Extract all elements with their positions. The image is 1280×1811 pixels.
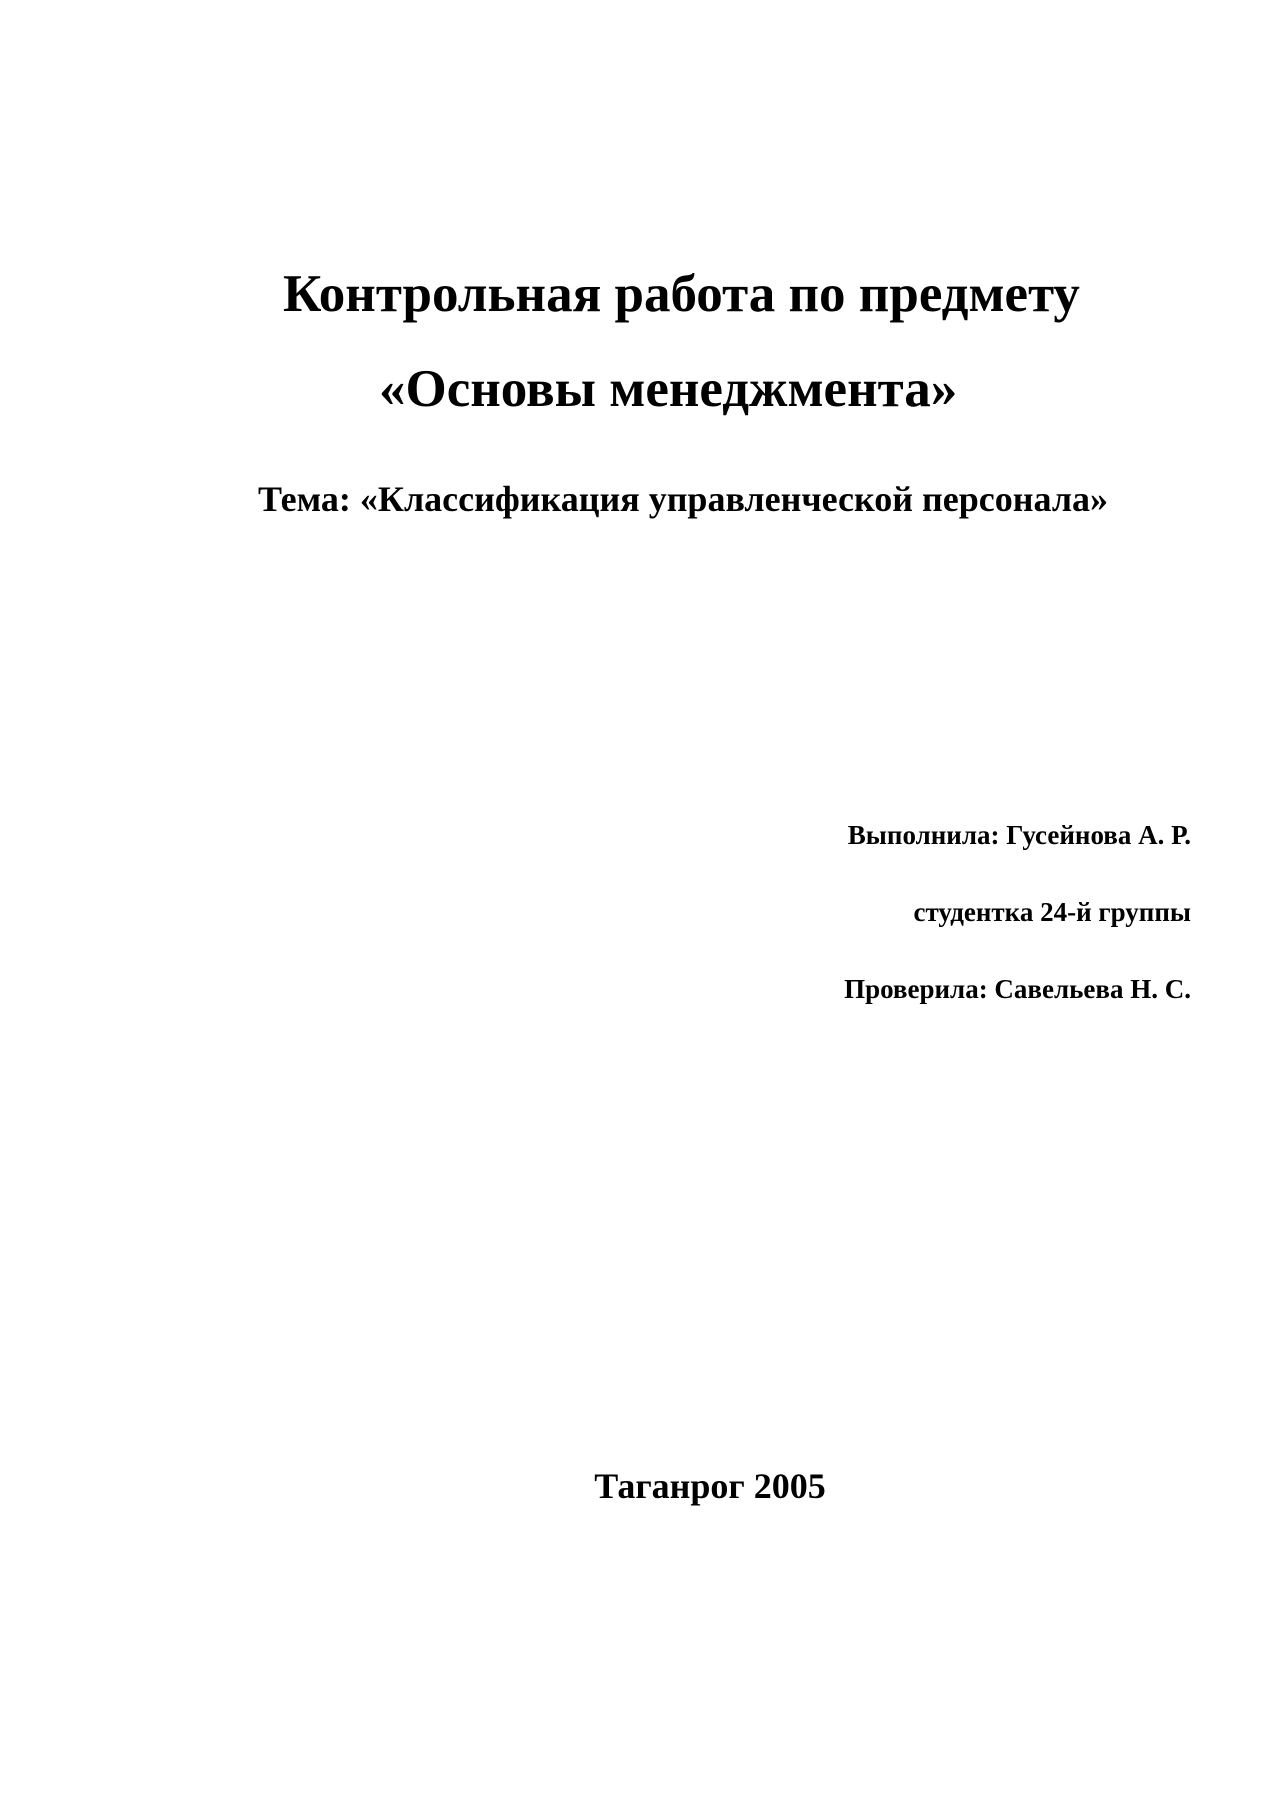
city-year-line: Таганрог 2005 bbox=[594, 1466, 826, 1506]
topic-line: Тема: «Классификация управленческой персонала» bbox=[258, 479, 1109, 519]
checker-line: Проверила: Савельева Н. С. bbox=[844, 974, 1191, 1004]
group-line: студентка 24-й группы bbox=[913, 897, 1191, 927]
author-line: Выполнила: Гусейнова А. Р. bbox=[847, 820, 1191, 850]
footer bbox=[0, 1468, 1280, 1504]
title-line-1: Контрольная работа по предмету bbox=[283, 265, 1080, 323]
title-line-2: «Основы менеджмента» bbox=[379, 360, 958, 418]
